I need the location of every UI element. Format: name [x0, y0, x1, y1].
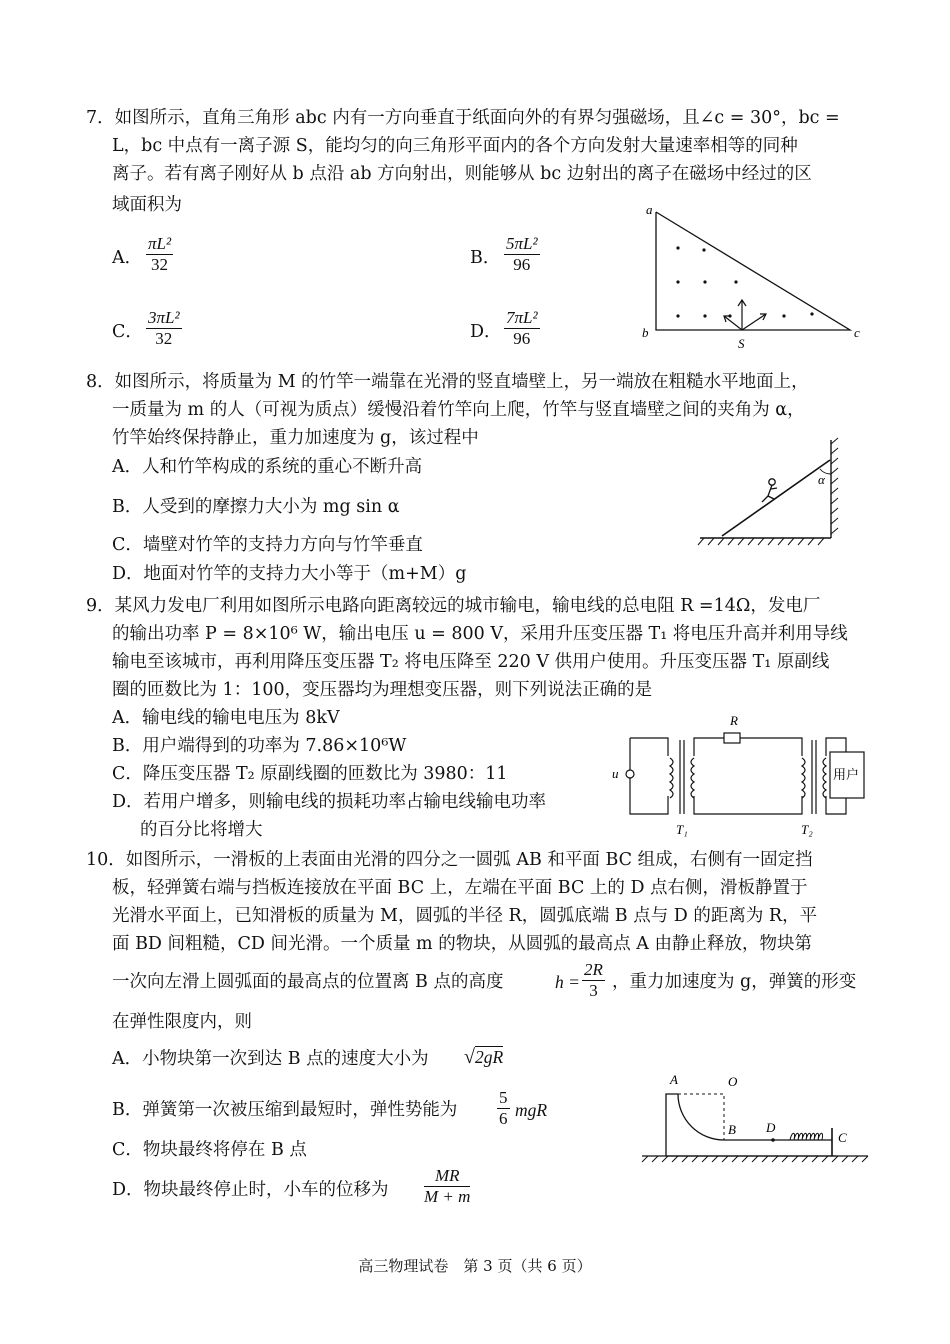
q8-line-3: 竹竿始终保持静止，重力加速度为 g，该过程中: [112, 428, 479, 448]
q10-line-2: 板，轻弹簧右端与挡板连接放在平面 BC 上，左端在平面 BC 上的 D 点右侧，滑板静置于: [112, 878, 808, 898]
q10-h-fraction: $\frac{2R}{3}$: [584, 960, 603, 1000]
q10-label-o: O: [728, 1074, 738, 1089]
q10-option-c: C．物块最终将停在 B 点: [112, 1140, 307, 1160]
q9-line-1: 9．某风力发电厂利用如图所示电路向距离较远的城市输电，输电线的总电阻 R =14Ω，发电厂: [86, 596, 821, 616]
q8-ladder-figure: [696, 432, 846, 550]
q9-option-d-2: 的百分比将增大: [140, 820, 263, 840]
q9-label-user: 用户: [833, 767, 860, 782]
q9-line-4: 圈的匝数比为 1：100，变压器均为理想变压器，则下列说法正确的是: [112, 680, 653, 700]
q9-option-b: B．用户端得到的功率为 7.86×10⁶W: [112, 736, 407, 756]
q10-h-symbol: h =: [555, 972, 580, 992]
q10-label-d: D: [766, 1120, 776, 1135]
q10-label-c: C: [838, 1130, 847, 1145]
q10-line-3: 光滑水平面上，已知滑板的质量为 M，圆弧的半径 R，圆弧底端 B 点与 D 的距离为 R，平: [112, 906, 818, 926]
q10-option-a: A．小物块第一次到达 B 点的速度大小为: [112, 1049, 429, 1069]
q10-line-4: 面 BD 间粗糙，CD 间光滑。一个质量 m 的物块，从圆弧的最高点 A 由静止释放，物块第: [112, 934, 812, 954]
q9-label-r: R: [730, 713, 738, 728]
q7-option-a-fraction: $\frac{\text{πL²}}{32}$: [148, 234, 172, 274]
q8-option-b: B．人受到的摩擦力大小为 mg sin α: [112, 497, 400, 517]
q7-label-c: c: [854, 325, 860, 340]
q10-option-b-fraction: $\frac{5}{6}$: [499, 1088, 508, 1128]
q10-line-1: 10．如图所示，一滑板的上表面由光滑的四分之一圆弧 AB 和平面 BC 组成，右侧有一固定挡: [86, 850, 813, 870]
q10-slide-figure: [640, 1068, 872, 1168]
q9-circuit-figure: [606, 710, 876, 840]
q9-line-3: 输电至该城市，再利用降压变压器 T₂ 将电压降至 220 V 供用户使用。升压变压器 T₁ 原副线: [112, 652, 830, 672]
q9-label-u: u: [612, 766, 619, 781]
q10-option-d-fraction: $\frac{MR}{M + m}$: [424, 1166, 471, 1206]
q10-line-6: 在弹性限度内，则: [112, 1012, 252, 1032]
q10-option-b: B．弹簧第一次被压缩到最短时，弹性势能为: [112, 1100, 458, 1120]
q9-option-a: A．输电线的输电电压为 8kV: [112, 708, 340, 728]
q10-line-5-end: ，重力加速度为 g，弹簧的形变: [612, 972, 857, 992]
q7-triangle-figure: [638, 200, 868, 352]
q9-label-t1: T₁: [676, 822, 688, 837]
q8-option-c: C．墙壁对竹竿的支持力方向与竹竿垂直: [112, 535, 423, 555]
q8-line-1: 8．如图所示，将质量为 M 的竹竿一端靠在光滑的竖直墙壁上，另一端放在粗糙水平地面上，: [86, 372, 809, 392]
q7-option-c-label: C．: [112, 322, 143, 342]
q7-line-4: 域面积为: [112, 195, 182, 215]
q7-label-b: b: [642, 325, 649, 340]
q10-option-a-value: √2gR: [464, 1046, 504, 1068]
q10-label-a: A: [670, 1072, 678, 1087]
q10-option-b-suffix: mgR: [515, 1100, 548, 1120]
q8-option-a: A．人和竹竿构成的系统的重心不断升高: [112, 457, 423, 477]
q7-line-3: 离子。若有离子刚好从 b 点沿 ab 方向射出，则能够从 bc 边射出的离子在磁场中经过的区: [112, 164, 812, 184]
q10-label-b: B: [728, 1122, 736, 1137]
q9-label-t2: T₂: [801, 822, 813, 837]
q7-option-b-fraction: $\frac{\text{5πL²}}{96}$: [506, 234, 538, 274]
q7-option-b-label: B．: [470, 248, 501, 268]
q8-line-2: 一质量为 m 的人（可视为质点）缓慢沿着竹竿向上爬，竹竿与竖直墙壁之间的夹角为 α，: [112, 400, 805, 420]
q8-label-alpha: α: [818, 472, 825, 487]
q7-label-s: S: [738, 336, 745, 351]
q7-option-a-label: A．: [112, 248, 143, 268]
q10-line-5-start: 一次向左滑上圆弧面的最高点的位置离 B 点的高度: [112, 972, 504, 992]
q9-option-d-1: D．若用户增多，则输电线的损耗功率占输电线输电功率: [112, 792, 547, 812]
q7-line-2: L，bc 中点有一离子源 S，能均匀的向三角形平面内的各个方向发射大量速率相等的同种: [112, 136, 798, 156]
q9-line-2: 的输出功率 P = 8×10⁶ W，输出电压 u = 800 V，采用升压变压器 T₁ 将电压升高并利用导线: [112, 624, 848, 644]
q7-option-d-label: D．: [470, 322, 502, 342]
q8-option-d: D．地面对竹竿的支持力大小等于（m+M）g: [112, 564, 467, 584]
q7-label-a: a: [646, 202, 653, 217]
q9-option-c: C．降压变压器 T₂ 原副线圈的匝数比为 3980：11: [112, 764, 508, 784]
q7-option-d-fraction: $\frac{\text{7πL²}}{96}$: [506, 308, 538, 348]
q10-option-d: D．物块最终停止时，小车的位移为: [112, 1180, 389, 1200]
q7-option-c-fraction: $\frac{\text{3πL²}}{32}$: [148, 308, 180, 348]
q7-line-1: 7．如图所示，直角三角形 abc 内有一方向垂直于纸面向外的有界匀强磁场，且∠c = 30°，bc =: [86, 108, 840, 128]
page-footer: 高三物理试卷 第 3 页（共 6 页）: [358, 1257, 592, 1275]
